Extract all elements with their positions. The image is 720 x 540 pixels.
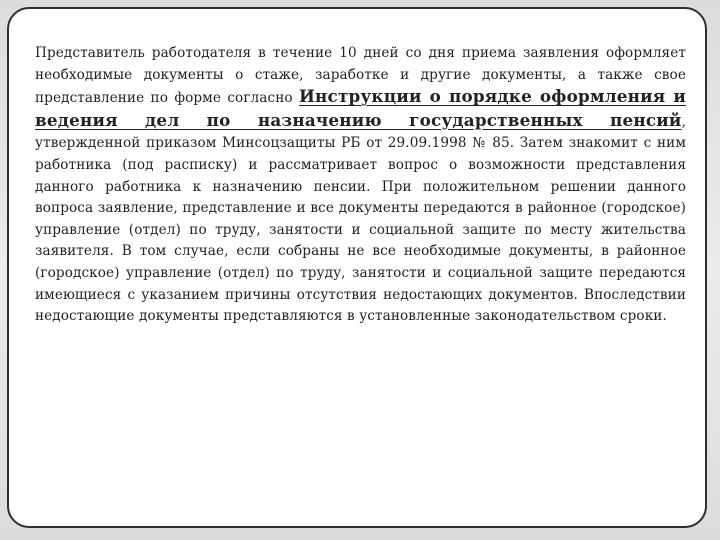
content-card — [7, 7, 707, 528]
paragraph-start: Представитель работодателя в течение 10 дней со дня приема заявления оформляет необходимые документы о стаже, заработке и другие документы, а также свое представление по форме согласно — [35, 45, 686, 107]
body-paragraph — [35, 43, 686, 328]
instruction-link[interactable]: Инструкции о порядке оформления и ведения дел по назначению государственных пенсий — [35, 86, 686, 130]
paragraph-end: , утвержденной приказом Минсоцзащиты РБ от 29.09.1998 № 85. Затем знакомит с ним работника (под расписку) и рассматривает вопрос о возможности представления данного работника к назначению пенсии. При положительном решении данного вопроса заявление, представление и все документы передаются в районное (городское) управление (отдел) по труду, занятости и социальной защите по месту жительства заявителя. В том случае, если собраны не все необходимые документы, в районное (городское) управление (отдел) по труду, занятости и социальной защите передаются имеющиеся с указанием причины отсутствия недостающих документов. Впоследствии недостающие документы представляются в установленные законодательством сроки. — [35, 113, 686, 325]
